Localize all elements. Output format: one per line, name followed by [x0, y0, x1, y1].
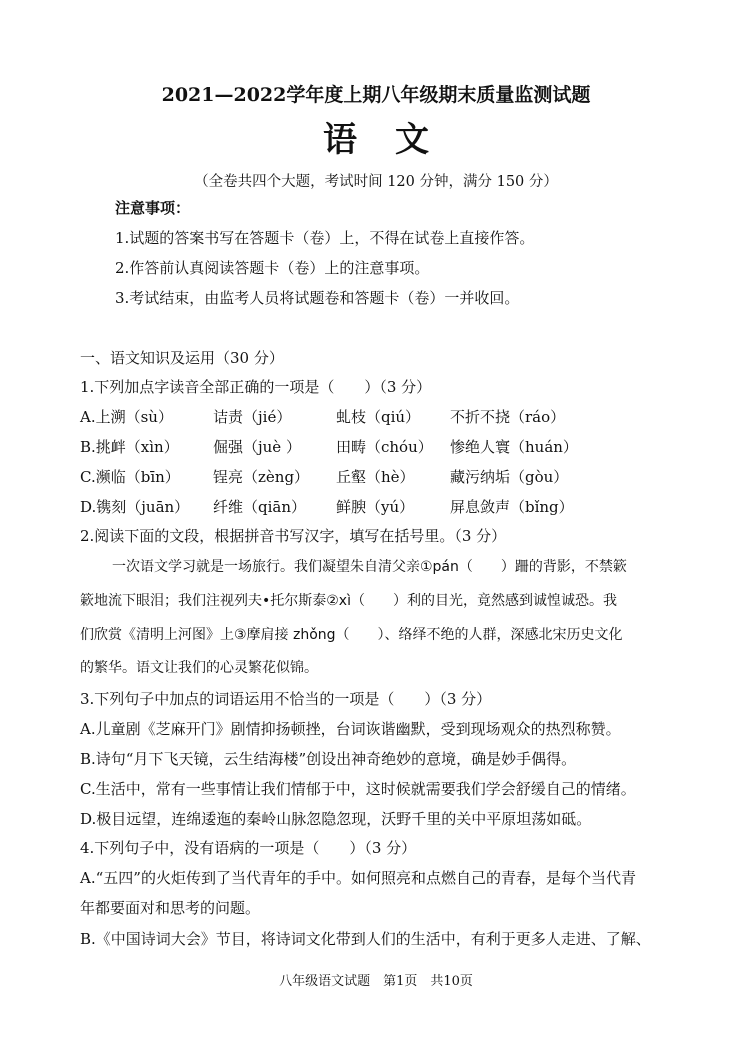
option-label: B.挑衅（xìn）	[80, 438, 179, 456]
option-word: 诘责（jié）	[213, 408, 292, 426]
question-1-stem: 1.下列加点字读音全部正确的一项是（ ）（3 分）	[80, 378, 432, 396]
exam-info: （全卷共四个大题，考试时间 120 分钟，满分 150 分）	[194, 174, 558, 190]
page-footer: 八年级语文试题 第1页 共10页	[279, 974, 473, 989]
note-item: 1.试题的答案书写在答题卡（卷）上，不得在试卷上直接作答。	[115, 229, 535, 247]
q2-paragraph-line: 们欣赏《清明上河图》上③摩肩接 zhǒng（ ）、络绎不绝的人群，深感北宋历史文化	[80, 627, 623, 643]
question-3-stem: 3.下列句子中加点的词语运用不恰当的一项是（ ）（3 分）	[80, 690, 492, 708]
option-label: C.濒临（bīn）	[80, 468, 180, 486]
q3-option-c: C.生活中，常有一些事情让我们情郁于中，这时候就需要我们学会舒缓自己的情绪。	[80, 780, 636, 798]
option-word: 鲜腴（yú）	[336, 498, 415, 516]
q3-option-b: B.诗句“月下飞天镜，云生结海楼”创设出神奇绝妙的意境，确是妙手偶得。	[80, 750, 577, 768]
q4-option-line: 年都要面对和思考的问题。	[80, 899, 261, 917]
option-word: 纤维（qiān）	[213, 498, 307, 516]
q4-option-line: B.《中国诗词大会》节目，将诗词文化带到人们的生活中，有利于更多人走进、了解、	[80, 930, 651, 948]
q4-option-line: A.“五四”的火炬传到了当代青年的手中。如何照亮和点燃自己的青春，是每个当代青	[80, 869, 636, 887]
option-word: 倔强（juè ）	[213, 438, 301, 456]
q3-option-d: D.极目远望，连绵逶迤的秦岭山脉忽隐忽现，沃野千里的关中平原坦荡如砥。	[80, 810, 592, 828]
note-item: 2.作答前认真阅读答题卡（卷）上的注意事项。	[115, 259, 430, 277]
question-4-stem: 4.下列句子中，没有语病的一项是（ ）（3 分）	[80, 839, 417, 857]
option-word: 田畴（chóu）	[336, 438, 433, 456]
option-word: 丘壑（hè）	[336, 468, 415, 486]
section-heading: 一、语文知识及运用（30 分）	[80, 349, 284, 367]
notes-heading: 注意事项：	[115, 199, 191, 217]
option-word: 惨绝人寰（huán）	[450, 438, 578, 456]
note-item: 3.考试结束，由监考人员将试题卷和答题卡（卷）一并收回。	[115, 289, 520, 307]
exam-title: 2021—2022学年度上期八年级期末质量监测试题	[161, 84, 591, 106]
option-word: 屏息敛声（bǐng）	[450, 498, 574, 516]
option-word: 锃亮（zèng）	[213, 468, 310, 486]
subject-title: 语文	[323, 120, 467, 160]
q2-paragraph-line: 一次语文学习就是一场旅行。我们凝望朱自清父亲①pán（ ）跚的背影，不禁簌	[112, 559, 627, 575]
option-word: 不折不挠（ráo）	[450, 408, 566, 426]
option-word: 虬枝（qiú）	[336, 408, 421, 426]
q3-option-a: A.儿童剧《芝麻开门》剧情抑扬顿挫，台词诙谐幽默，受到现场观众的热烈称赞。	[80, 720, 621, 738]
q2-paragraph-line: 簌地流下眼泪；我们注视列夫•托尔斯泰②xì（ ）利的目光，竟然感到诚惶诚恐。我	[80, 593, 617, 609]
option-label: A.上溯（sù）	[80, 408, 173, 426]
q2-paragraph-line: 的繁华。语文让我们的心灵繁花似锦。	[80, 660, 318, 676]
option-label: D.镌刻（juān）	[80, 498, 190, 516]
question-2-stem: 2.阅读下面的文段，根据拼音书写汉字，填写在括号里。（3 分）	[80, 527, 507, 545]
option-word: 藏污纳垢（gòu）	[450, 468, 569, 486]
